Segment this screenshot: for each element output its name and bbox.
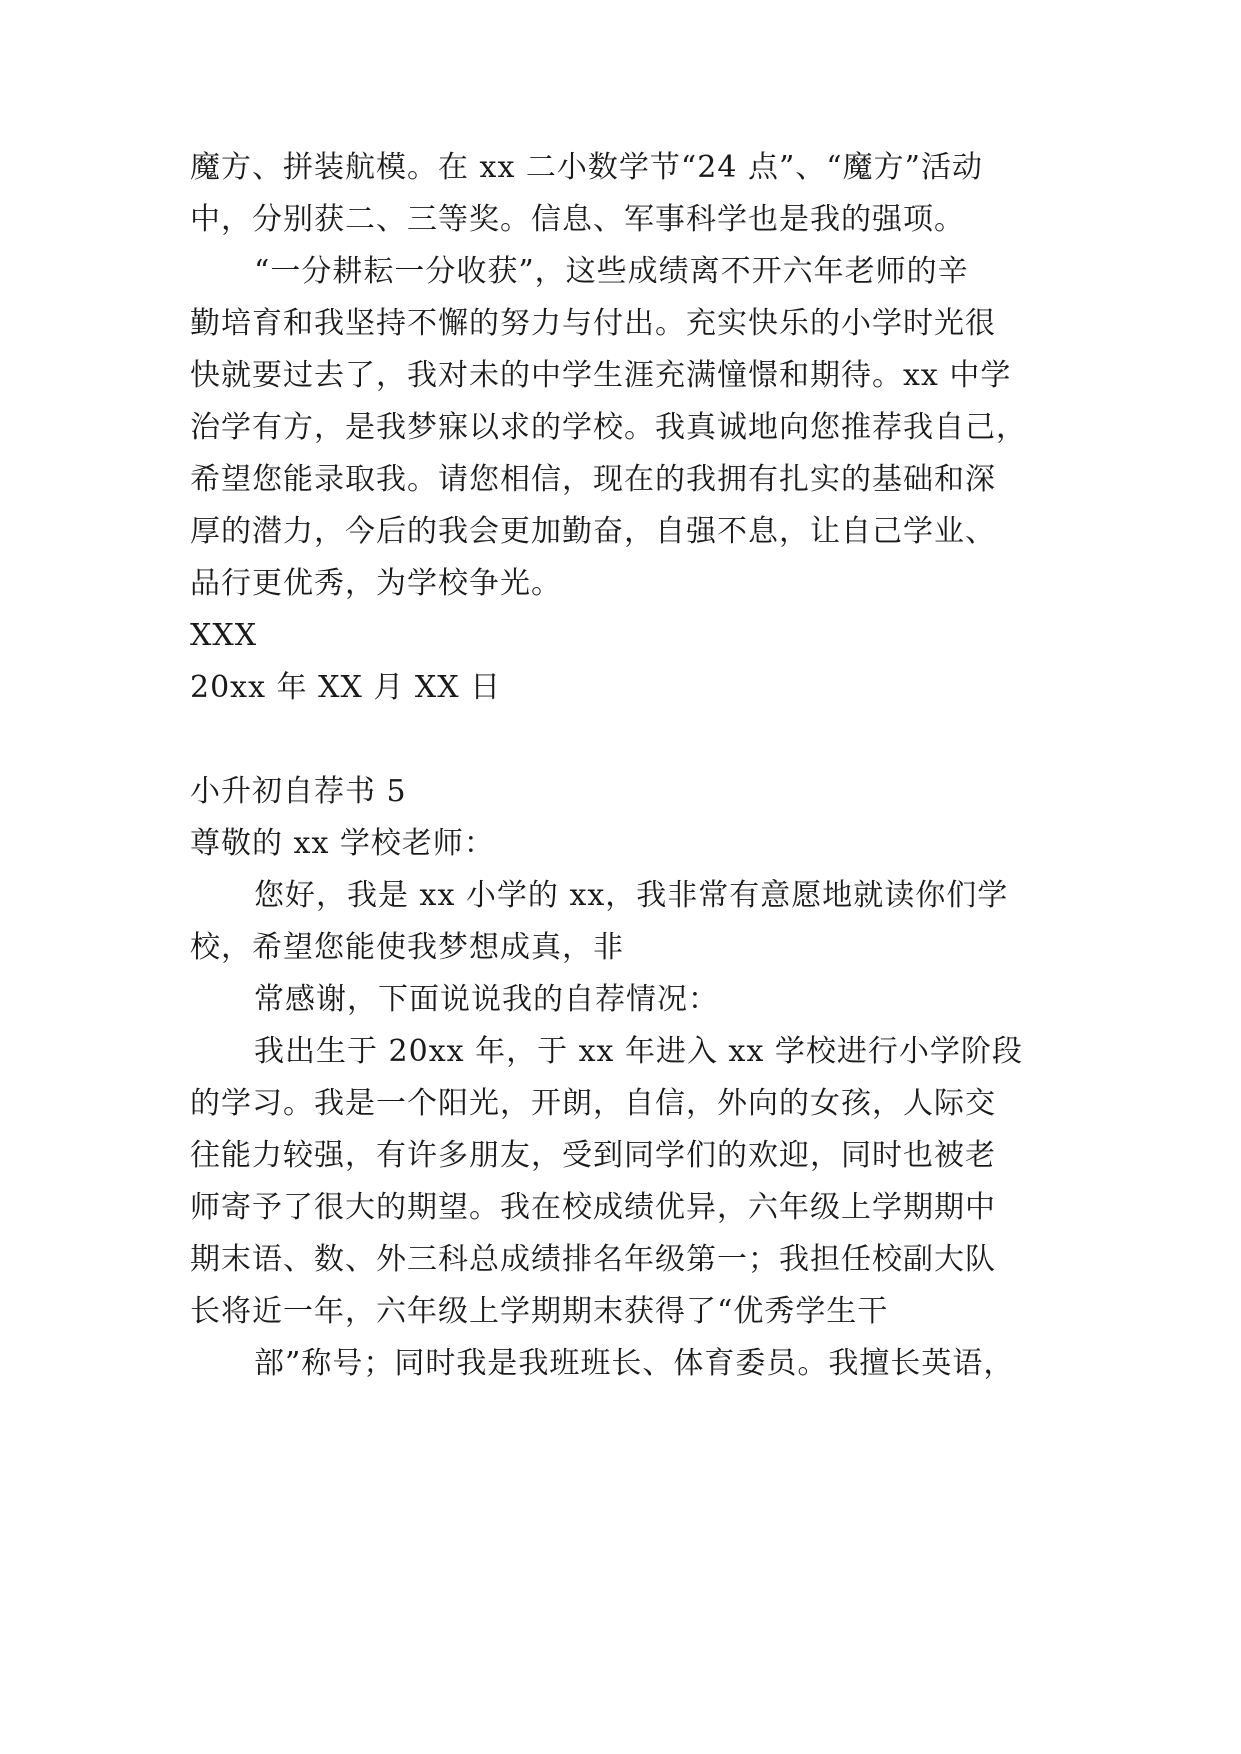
body-line: 厚的潜力，今后的我会更加勤奋，自强不息，让自己学业、 bbox=[190, 514, 996, 549]
body-line: 快就要过去了，我对未的中学生涯充满憧憬和期待。xx 中学 bbox=[190, 358, 1012, 393]
body-line: 校，希望您能使我梦想成真，非 bbox=[190, 930, 624, 965]
body-line: 中，分别获二、三等奖。信息、军事科学也是我的强项。 bbox=[190, 202, 965, 237]
signature: XXX bbox=[190, 618, 258, 653]
body-line: 您好，我是 xx 小学的 xx，我非常有意愿地就读你们学 bbox=[254, 878, 1009, 913]
body-line: 常感谢，下面说说我的自荐情况： bbox=[254, 982, 719, 1017]
body-line: 我出生于 20xx 年，于 xx 年进入 xx 学校进行小学阶段 bbox=[254, 1034, 1023, 1069]
body-line: 师寄予了很大的期望。我在校成绩优异，六年级上学期期中 bbox=[190, 1190, 996, 1225]
body-line: 部”称号；同时我是我班班长、体育委员。我擅长英语， bbox=[254, 1346, 1015, 1381]
date: 20xx 年 XX 月 XX 日 bbox=[190, 670, 502, 705]
body-line: 希望您能录取我。请您相信，现在的我拥有扎实的基础和深 bbox=[190, 462, 996, 497]
body-line: 治学有方，是我梦寐以求的学校。我真诚地向您推荐我自己， bbox=[190, 410, 1027, 445]
section-title: 小升初自荐书 5 bbox=[190, 774, 407, 809]
body-line: 品行更优秀，为学校争光。 bbox=[190, 566, 562, 601]
body-line: 期末语、数、外三科总成绩排名年级第一；我担任校副大队 bbox=[190, 1242, 996, 1277]
body-line: 往能力较强，有许多朋友，受到同学们的欢迎，同时也被老 bbox=[190, 1138, 996, 1173]
body-line: 魔方、拼装航模。在 xx 二小数学节“24 点”、“魔方”活动 bbox=[190, 150, 983, 185]
body-line: 的学习。我是一个阳光，开朗，自信，外向的女孩，人际交 bbox=[190, 1086, 996, 1121]
body-line: “一分耕耘一分收获”，这些成绩离不开六年老师的辛 bbox=[254, 254, 969, 289]
body-line: 勤培育和我坚持不懈的努力与付出。充实快乐的小学时光很 bbox=[190, 306, 996, 341]
body-line: 长将近一年，六年级上学期期末获得了“优秀学生干 bbox=[190, 1294, 889, 1329]
salutation: 尊敬的 xx 学校老师： bbox=[190, 826, 495, 861]
